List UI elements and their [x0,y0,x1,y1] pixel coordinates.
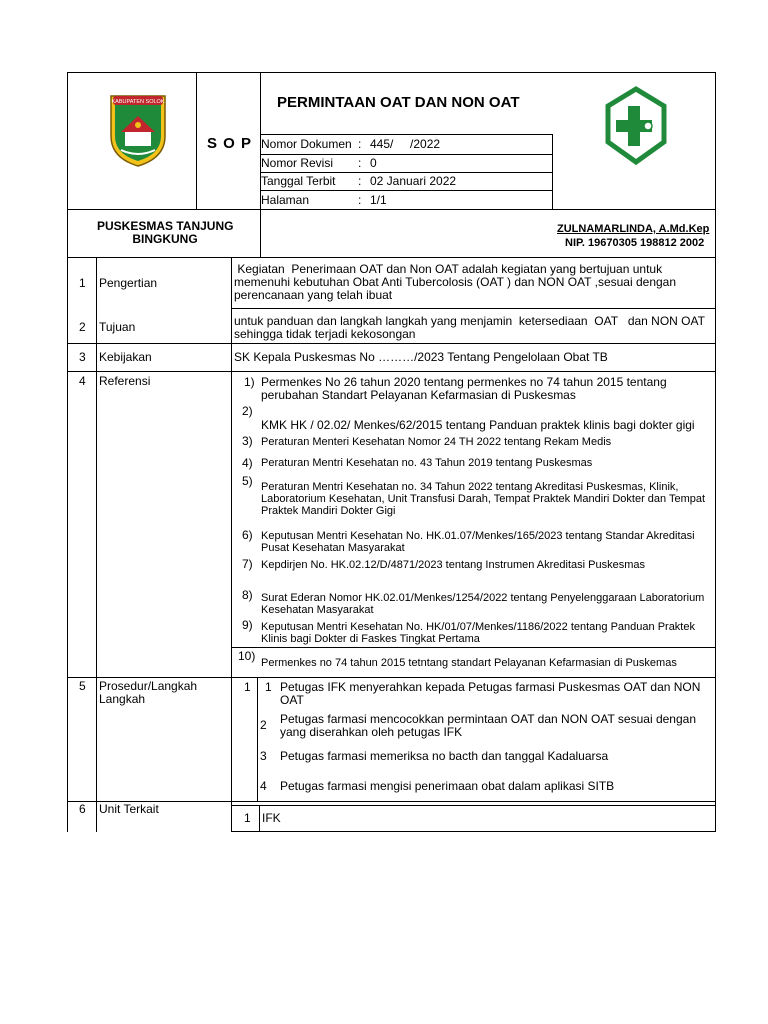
row-label-kebijakan: Kebijakan [99,350,152,364]
tujuan-text: untuk panduan dan langkah langkah yang menjamin ketersediaan OAT dan NON OAT sehingga tidak terjadi kekosongan [234,314,709,341]
meta-sep: : [358,137,362,151]
reference-item: Permenkes no 74 tahun 2015 tetntang standart Pelayanan Kefarmasian di Puskemas [261,657,677,669]
reference-item: Peraturan Mentri Kesehatan no. 34 Tahun 2022 tentang Akreditasi Puskesmas, Klinik, Laboratorium Kesehatan, Unit Transfusi Darah, Tempat Praktek Mandiri Dokter dan Tempat Praktek Mandiri Dokter Gigi [261,481,706,517]
document-title: PERMINTAAN OAT DAN NON OAT [277,94,520,111]
pengertian-text: Kegiatan Penerimaan OAT dan Non OAT adalah kegiatan yang bertujuan untuk memenuhi kebutuhan Obat Anti Tubercolosis (OAT ) dan NON OAT ,sesuai dengan perencanaan yang telah ibuat [234,262,680,302]
row-number: 2 [79,320,86,334]
signer-name: ZULNAMARLINDA, A.Md.Kep [557,223,710,235]
meta-sep: : [358,174,362,188]
signer-nip: NIP. 19670305 198812 2002 [565,237,705,249]
meta-value-halaman: 1/1 [370,193,387,207]
row-number: 4 [79,374,86,388]
row-number: 5 [79,679,86,693]
reference-item: Surat Ederan Nomor HK.02.01/Menkes/1254/2022 tentang Penyelenggaraan Laboratorium Kesehatan Masyarakat [261,592,705,616]
reference-item: Keputusan Mentri Kesehatan No. HK.01.07/Menkes/165/2023 tentang Standar Akreditasi Pusat Kesehatan Masyarakat [261,530,695,554]
puskesmas-name-line1: PUSKESMAS TANJUNG [97,219,234,233]
reference-number: 1) [244,375,255,389]
logo-ribbon-text: KABUPATEN SOLOK [111,99,165,105]
meta-sep: : [358,156,362,170]
procedure-step: Petugas farmasi mengisi penerimaan obat dalam aplikasi SITB [280,779,615,793]
meta-label-tanggal-terbit: Tanggal Terbit [261,174,336,188]
sop-label: S O P [207,135,253,152]
reference-number: 9) [242,618,253,632]
meta-value-tanggal-terbit: 02 Januari 2022 [370,174,457,188]
meta-label-nomor-revisi: Nomor Revisi [261,156,334,170]
row-number: 6 [79,802,86,816]
puskesmas-name-line2: BINGKUNG [132,232,198,246]
reference-number: 4) [242,456,253,470]
reference-item: Keputusan Mentri Kesehatan No. HK/01/07/Menkes/1186/2022 tentang Panduan Praktek Klinis bagi Dokter di Faskes Tingkat Pertama [261,621,695,645]
reference-number: 8) [242,588,253,602]
procedure-step: Petugas farmasi memeriksa no bacth dan tanggal Kadaluarsa [280,749,609,763]
meta-value-nomor-revisi: 0 [370,156,377,170]
reference-number: 7) [242,557,253,571]
row-label-prosedur: Prosedur/Langkah Langkah [99,679,198,706]
row-number: 3 [79,350,86,364]
reference-item: Peraturan Mentri Kesehatan no. 43 Tahun 2019 tentang Puskesmas [261,457,593,469]
procedure-step: Petugas IFK menyerahkan kepada Petugas farmasi Puskesmas OAT dan NON OAT [280,680,701,707]
meta-label-halaman: Halaman [261,193,310,207]
row-label-referensi: Referensi [99,374,151,388]
step-number: 1 [265,680,272,694]
row-label-pengertian: Pengertian [99,276,158,290]
kebijakan-text: SK Kepala Puskesmas No ………/2023 Tentang Pengelolaan Obat TB [234,350,608,364]
meta-sep: : [358,193,362,207]
regency-logo [107,92,169,168]
step-number: 3 [260,749,267,763]
meta-label-nomor-dokumen: Nomor Dokumen [261,137,352,151]
reference-item: Permenkes No 26 tahun 2020 tentang permenkes no 74 tahun 2015 tentang perubahan Standart Pelayanan Kefarmasian di Puskesmas [261,375,667,402]
reference-number: 10) [238,649,256,663]
unit-terkait-item: IFK [262,811,281,825]
step-number: 4 [260,779,267,793]
procedure-outer-number: 1 [244,680,251,694]
reference-number: 5) [242,474,253,488]
reference-item: Peraturan Menteri Kesehatan Nomor 24 TH 2022 tentang Rekam Medis [261,436,612,448]
reference-number: 6) [242,528,253,542]
row-label-tujuan: Tujuan [99,320,136,334]
puskesmas-logo [604,86,668,166]
row-label-unit-terkait: Unit Terkait [99,802,159,816]
procedure-step: Petugas farmasi mencocokkan permintaan OAT dan NON OAT sesuai dengan yang diserahkan oleh petugas IFK [280,712,696,739]
row-number: 1 [79,276,86,290]
reference-item: Kepdirjen No. HK.02.12/D/4871/2023 tentang Instrumen Akreditasi Puskesmas [261,559,646,571]
reference-number: 2) [242,404,253,418]
reference-number: 3) [242,434,253,448]
reference-item: KMK HK / 02.02/ Menkes/62/2015 tentang Panduan praktek klinis bagi dokter gigi [261,418,695,432]
meta-value-nomor-dokumen: 445/ /2022 [370,137,441,151]
unit-number: 1 [244,811,251,825]
step-number: 2 [260,718,267,732]
